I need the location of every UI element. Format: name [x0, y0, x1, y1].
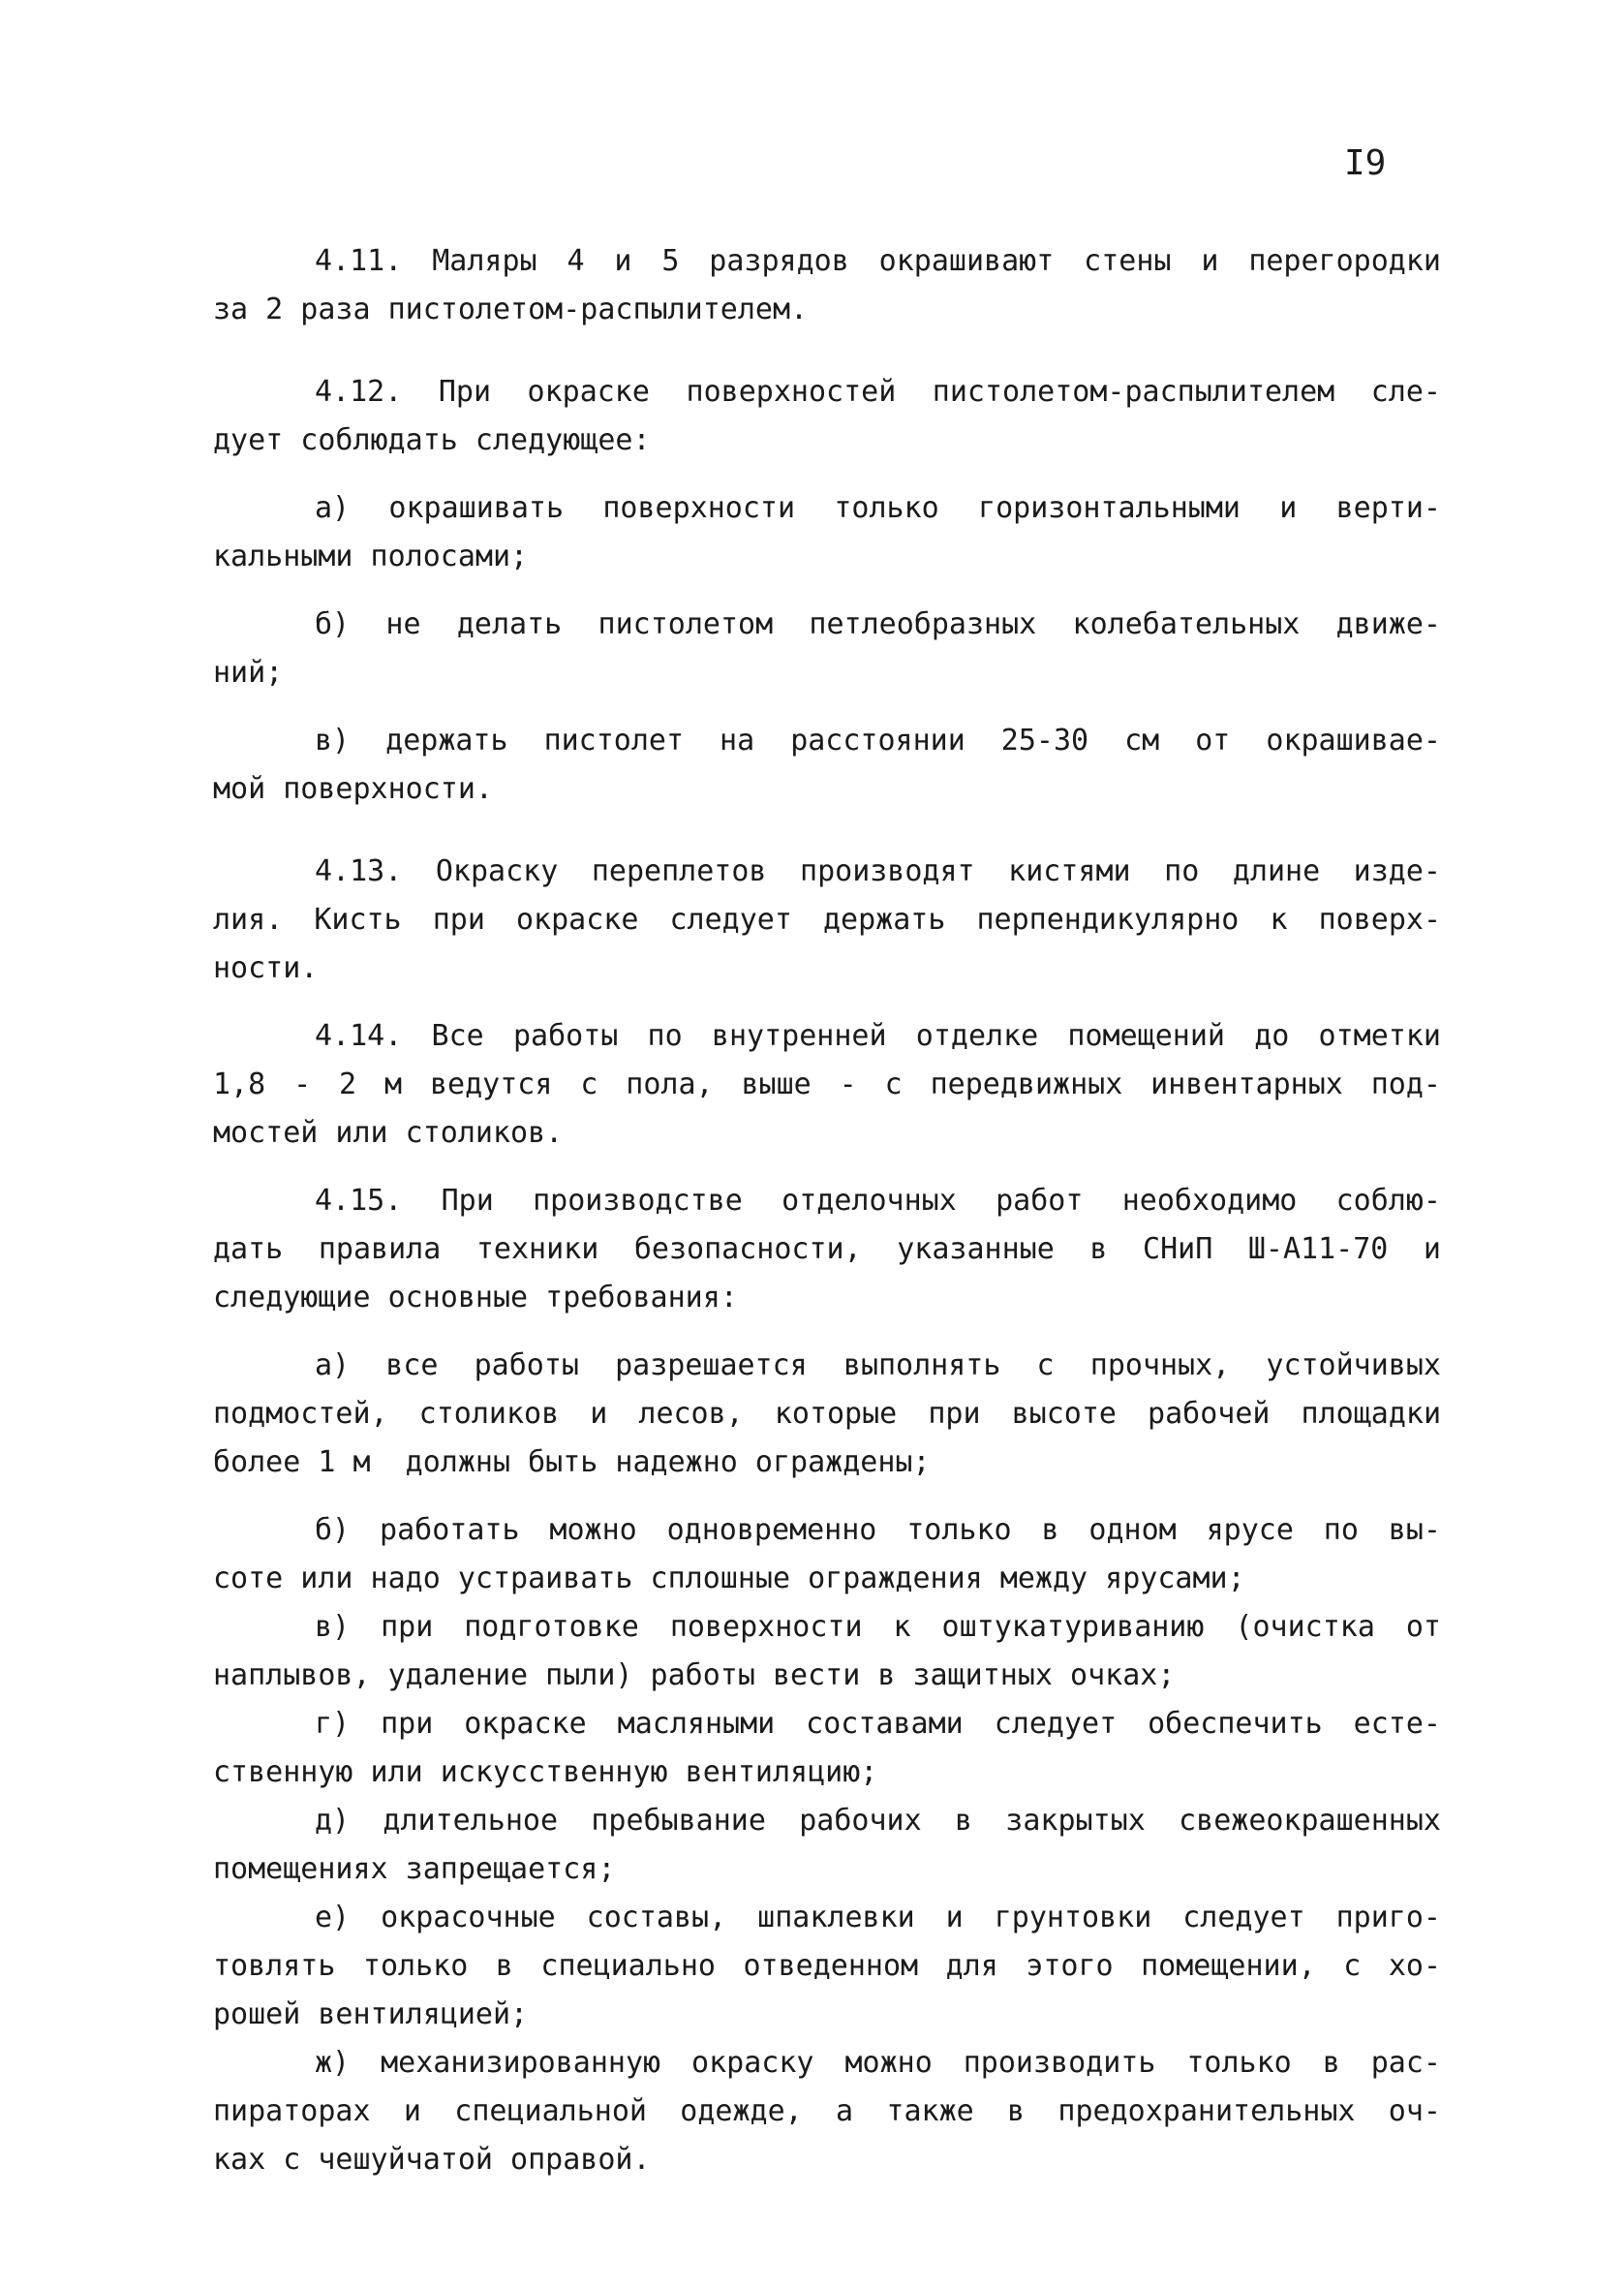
- text-line: а) окрашивать поверхности только горизонтальными и верти-: [315, 491, 1441, 525]
- text-line: соте или надо устраивать сплошные ограждения между ярусами;: [213, 1562, 1245, 1595]
- text-line: лия. Кисть при окраске следует держать перпендикулярно к поверх-: [213, 903, 1441, 937]
- text-line: мой поверхности.: [213, 772, 493, 806]
- text-line: 4.12. При окраске поверхностей пистолетом-распылителем сле-: [315, 375, 1441, 409]
- text-line: мостей или столиков.: [213, 1116, 564, 1150]
- text-line: рошей вентиляцией;: [213, 1997, 529, 2031]
- text-line: ж) механизированную окраску можно производить только в рас-: [315, 2046, 1441, 2080]
- text-line: в) держать пистолет на расстоянии 25-30 см от окрашивае-: [315, 724, 1441, 758]
- text-line: дует соблюдать следующее:: [213, 423, 651, 457]
- text-line: за 2 раза пистолетом-распылителем.: [213, 293, 809, 326]
- page-number: I9: [1344, 143, 1387, 183]
- text-line: 4.15. При производстве отделочных работ необходимо соблю-: [315, 1184, 1441, 1218]
- text-line: наплывов, удаление пыли) работы вести в защитных очках;: [213, 1658, 1176, 1692]
- text-line: ний;: [213, 656, 284, 690]
- text-line: следующие основные требования:: [213, 1281, 738, 1315]
- text-line: ках с чешуйчатой оправой.: [213, 2143, 651, 2177]
- text-line: б) не делать пистолетом петлеобразных колебательных движе-: [315, 607, 1441, 641]
- text-line: дать правила техники безопасности, указанные в СНиП Ш-А11-70 и: [213, 1232, 1441, 1266]
- text-line: а) все работы разрешается выполнять с прочных, устойчивых: [315, 1348, 1441, 1382]
- text-line: 1,8 - 2 м ведутся с пола, выше - с передвижных инвентарных под-: [213, 1067, 1441, 1101]
- text-line: ственную или искусственную вентиляцию;: [213, 1755, 878, 1789]
- text-line: пираторах и специальной одежде, а также в предохранительных оч-: [213, 2094, 1441, 2128]
- text-line: подмостей, столиков и лесов, которые при высоте рабочей площадки: [213, 1397, 1441, 1431]
- text-line: 4.13. Окраску переплетов производят кистями по длине изде-: [315, 854, 1441, 888]
- text-line: 4.11. Маляры 4 и 5 разрядов окрашивают стены и перегородки: [315, 244, 1441, 278]
- text-line: кальными полосами;: [213, 540, 529, 573]
- text-line: е) окрасочные составы, шпаклевки и грунтовки следует приго-: [315, 1901, 1441, 1934]
- text-line: д) длительное пребывание рабочих в закрытых свежеокрашенных: [315, 1804, 1441, 1838]
- text-line: товлять только в специально отведенном для этого помещении, с хо-: [213, 1949, 1441, 1983]
- text-line: в) при подготовке поверхности к оштукатуриванию (очистка от: [315, 1610, 1441, 1644]
- text-line: помещениях запрещается;: [213, 1852, 616, 1886]
- text-line: б) работать можно одновременно только в одном ярусе по вы-: [315, 1513, 1441, 1547]
- text-line: ности.: [213, 951, 319, 985]
- text-line: г) при окраске масляными составами следует обеспечить есте-: [315, 1707, 1441, 1741]
- text-line: более 1 м должны быть надежно ограждены;: [213, 1445, 931, 1479]
- text-line: 4.14. Все работы по внутренней отделке помещений до отметки: [315, 1019, 1441, 1053]
